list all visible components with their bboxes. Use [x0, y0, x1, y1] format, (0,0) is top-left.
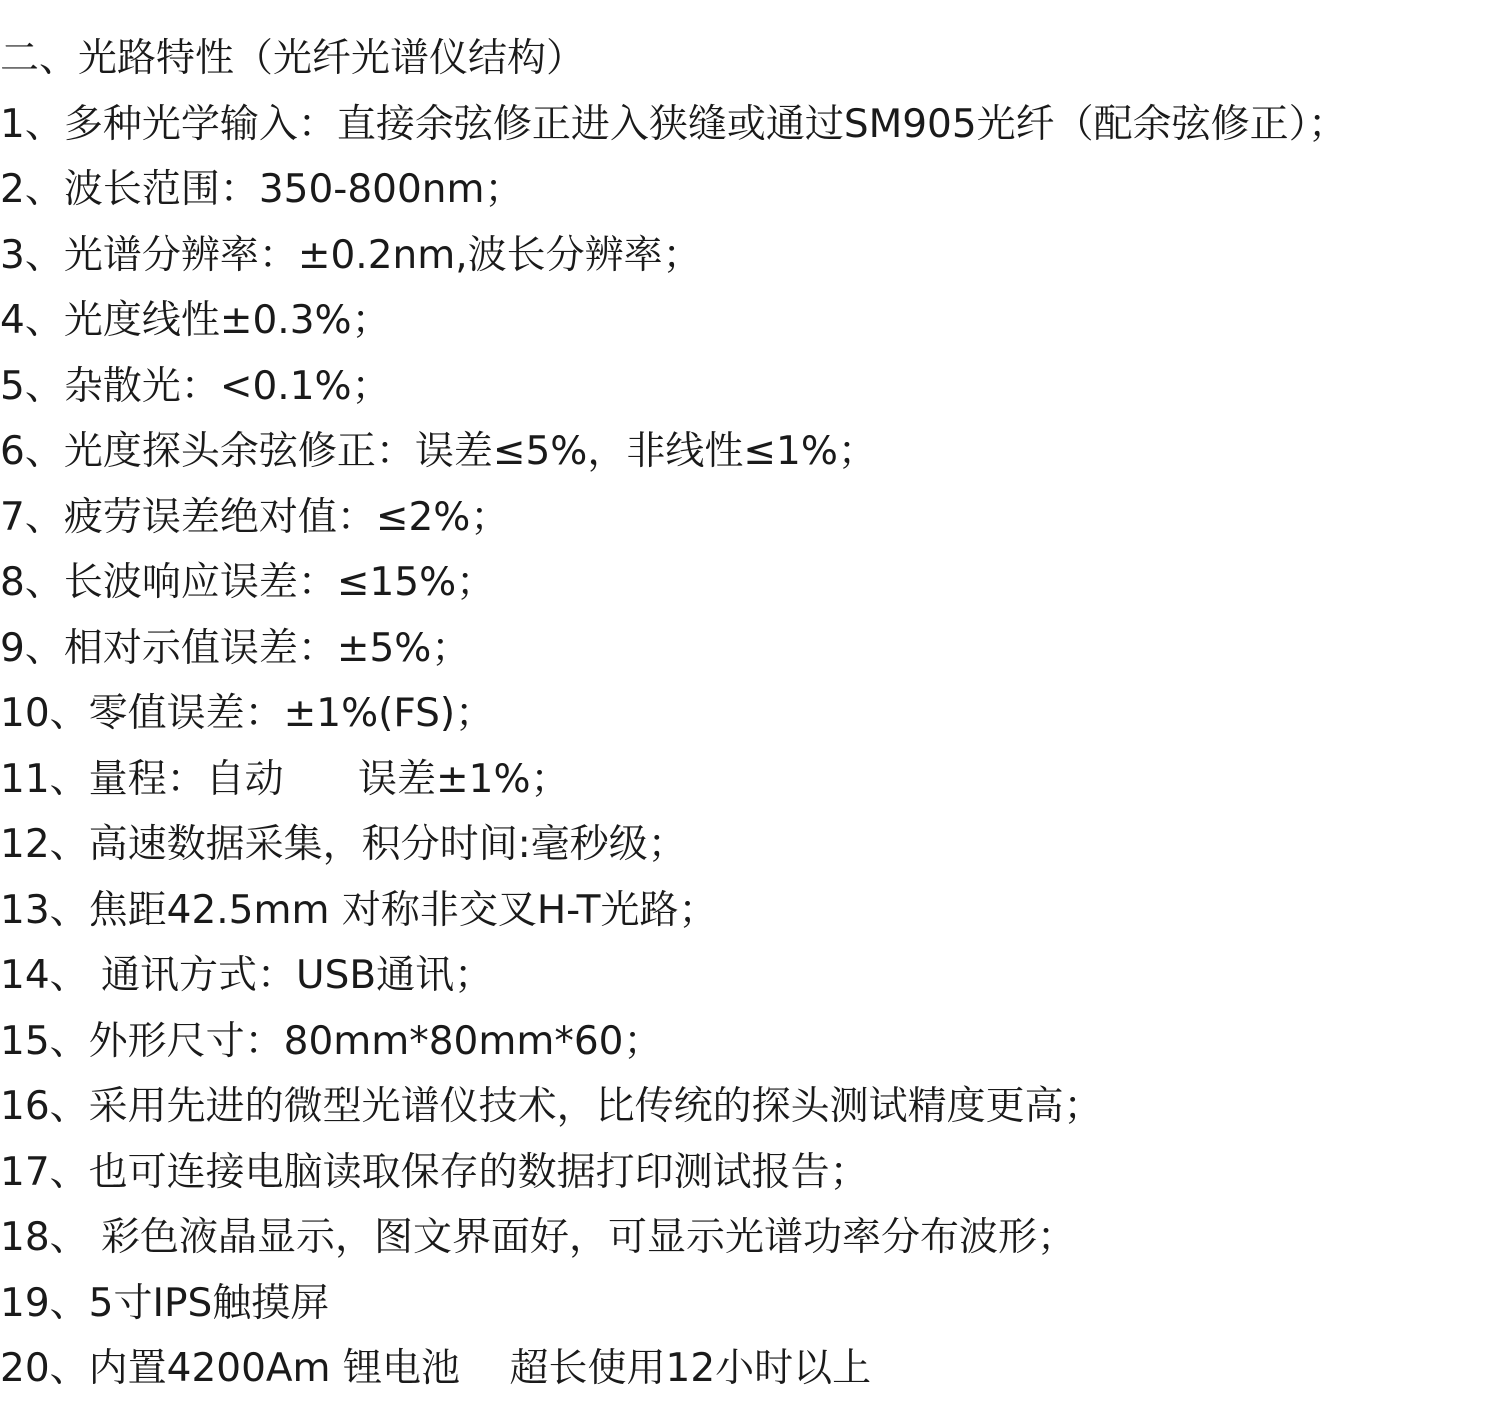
spec-item-17: 17、也可连接电脑读取保存的数据打印测试报告； [0, 1149, 869, 1195]
spec-item-15: 15、外形尺寸：80mm*80mm*60； [0, 1018, 663, 1064]
spec-item-2: 2、波长范围：350-800nm； [0, 167, 524, 212]
spec-item-11: 11、量程：自动 误差±1%； [0, 756, 570, 802]
spec-item-16: 16、采用先进的微型光谱仪技术，比传统的探头测试精度更高； [0, 1084, 1103, 1129]
spec-item-13: 13、焦距42.5mm 对称非交叉H-T光路； [0, 887, 718, 933]
spec-item-19: 19、5寸IPS触摸屏 [0, 1280, 330, 1326]
spec-item-7: 7、疲劳误差绝对值：≤2%； [0, 494, 510, 540]
spec-document [0, 26, 1500, 1402]
spec-item-3: 3、光谱分辨率：±0.2nm,波长分辨率； [0, 232, 702, 278]
spec-item-12: 12、高速数据采集，积分时间:毫秒级； [0, 822, 687, 867]
spec-item-9: 9、相对示值误差：±5%； [0, 625, 471, 671]
spec-item-18: 18、 彩色液晶显示，图文界面好，可显示光谱功率分布波形； [0, 1215, 1077, 1260]
section-heading: 二、光路特性（光纤光谱仪结构） [0, 36, 586, 81]
spec-item-5: 5、杂散光：<0.1%； [0, 363, 391, 409]
spec-item-6: 6、光度探头余弦修正：误差≤5%，非线性≤1%； [0, 429, 877, 474]
spec-item-1: 1、多种光学输入：直接余弦修正进入狭缝或通过SM905光纤（配余弦修正）； [0, 101, 1348, 147]
spec-item-8: 8、长波响应误差：≤15%； [0, 560, 496, 605]
spec-item-4: 4、光度线性±0.3%； [0, 298, 391, 343]
spec-item-10: 10、零值误差：±1%(FS)； [0, 691, 495, 736]
spec-item-20: 20、内置4200Am 锂电池 超长使用12小时以上 [0, 1346, 872, 1391]
spec-item-14: 14、 通讯方式：USB通讯； [0, 953, 494, 998]
